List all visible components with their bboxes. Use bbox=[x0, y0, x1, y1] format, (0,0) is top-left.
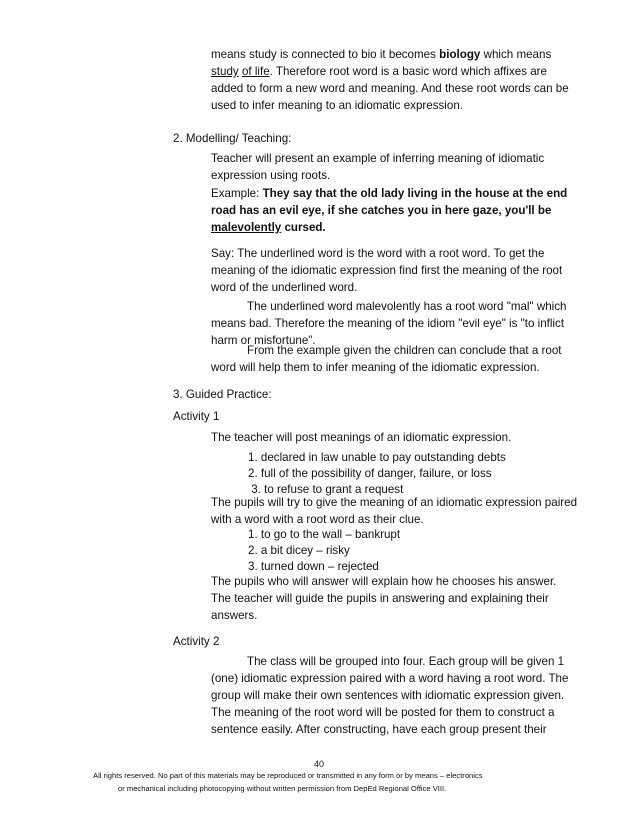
list-item: 1. to go to the wall – bankrupt bbox=[248, 528, 401, 541]
say-paragraph: Say: The underlined word is the word with a root word. To get the meaning of the idiomatic expression find first the meaning of the root word of the underlined word. bbox=[211, 247, 563, 294]
explanation-paragraph-1: The underlined word malevolently has a root word "mal" which means bad. Therefore the meaning of the idiom "evil eye" is "to inflict harm or misfortune". bbox=[211, 300, 567, 347]
copyright-line-2: or mechanical including photocopying without written permission from DepEd Regional Office VIII. bbox=[118, 784, 447, 793]
page-number: 40 bbox=[313, 759, 324, 769]
activity-2-label: Activity 2 bbox=[173, 635, 220, 648]
meanings-list bbox=[248, 450, 588, 497]
list-item: 3. to refuse to grant a request bbox=[248, 482, 404, 496]
section-heading-modelling: 2. Modelling/ Teaching: bbox=[173, 132, 292, 145]
text-segment: which means bbox=[480, 48, 552, 61]
list-item: 2. full of the possibility of danger, failure, or loss bbox=[248, 466, 492, 480]
biology-term: biology bbox=[439, 48, 481, 61]
modelling-intro: Teacher will present an example of inferring meaning of idiomatic expression using roots. bbox=[211, 152, 545, 182]
copyright-line-1: All rights reserved. No part of this materials may be reproduced or transmitted in any form or by means – electronics bbox=[93, 771, 483, 780]
section-heading-guided: 3. Guided Practice: bbox=[173, 388, 272, 401]
activity-1-instruction: The pupils will try to give the meaning of an idiomatic expression paired with a word with a root word as their clue. bbox=[211, 496, 578, 526]
intro-paragraph bbox=[211, 46, 581, 114]
activity-1-intro: The teacher will post meanings of an idiomatic expression. bbox=[211, 431, 512, 444]
list-item: 2. a bit dicey – risky bbox=[248, 543, 350, 557]
idioms-list bbox=[248, 527, 588, 574]
underlined-term: study bbox=[211, 65, 239, 78]
text-segment: . Therefore root word is a basic word which affixes are added to form a new word and meaning. And these root words can be used to infer meaning to an idiomatic expression. bbox=[211, 65, 569, 112]
text-segment: means study is connected to bio it becomes bbox=[211, 48, 440, 61]
activity-1-label: Activity 1 bbox=[173, 410, 220, 423]
example-underlined-word: malevolently bbox=[211, 221, 282, 234]
underlined-term: of life bbox=[241, 65, 270, 78]
example-label: Example: bbox=[211, 187, 263, 200]
example-sentence-end: cursed. bbox=[281, 221, 326, 234]
example-paragraph bbox=[211, 185, 581, 236]
list-item: 3. turned down – rejected bbox=[248, 559, 379, 573]
explanation-paragraph-2: From the example given the children can conclude that a root word will help them to infer meaning of the idiomatic expression. bbox=[211, 344, 562, 374]
activity-2-paragraph: The class will be grouped into four. Each group will be given 1 (one) idiomatic expression paired with a word having a root word. The group will make their own sentences with idiomatic expression given. The meaning of the root word will be posted for them to construct a sentence easily. After constructing, have each group present their bbox=[211, 655, 569, 736]
example-sentence: They say that the old lady living in the house at the end road has an evil eye, if she catches you in here gaze, you'll be bbox=[211, 187, 568, 217]
list-item: 1. declared in law unable to pay outstanding debts bbox=[248, 451, 506, 464]
activity-1-closing: The pupils who will answer will explain how he chooses his answer. The teacher will guide the pupils in answering and explaining their answers. bbox=[211, 575, 557, 622]
